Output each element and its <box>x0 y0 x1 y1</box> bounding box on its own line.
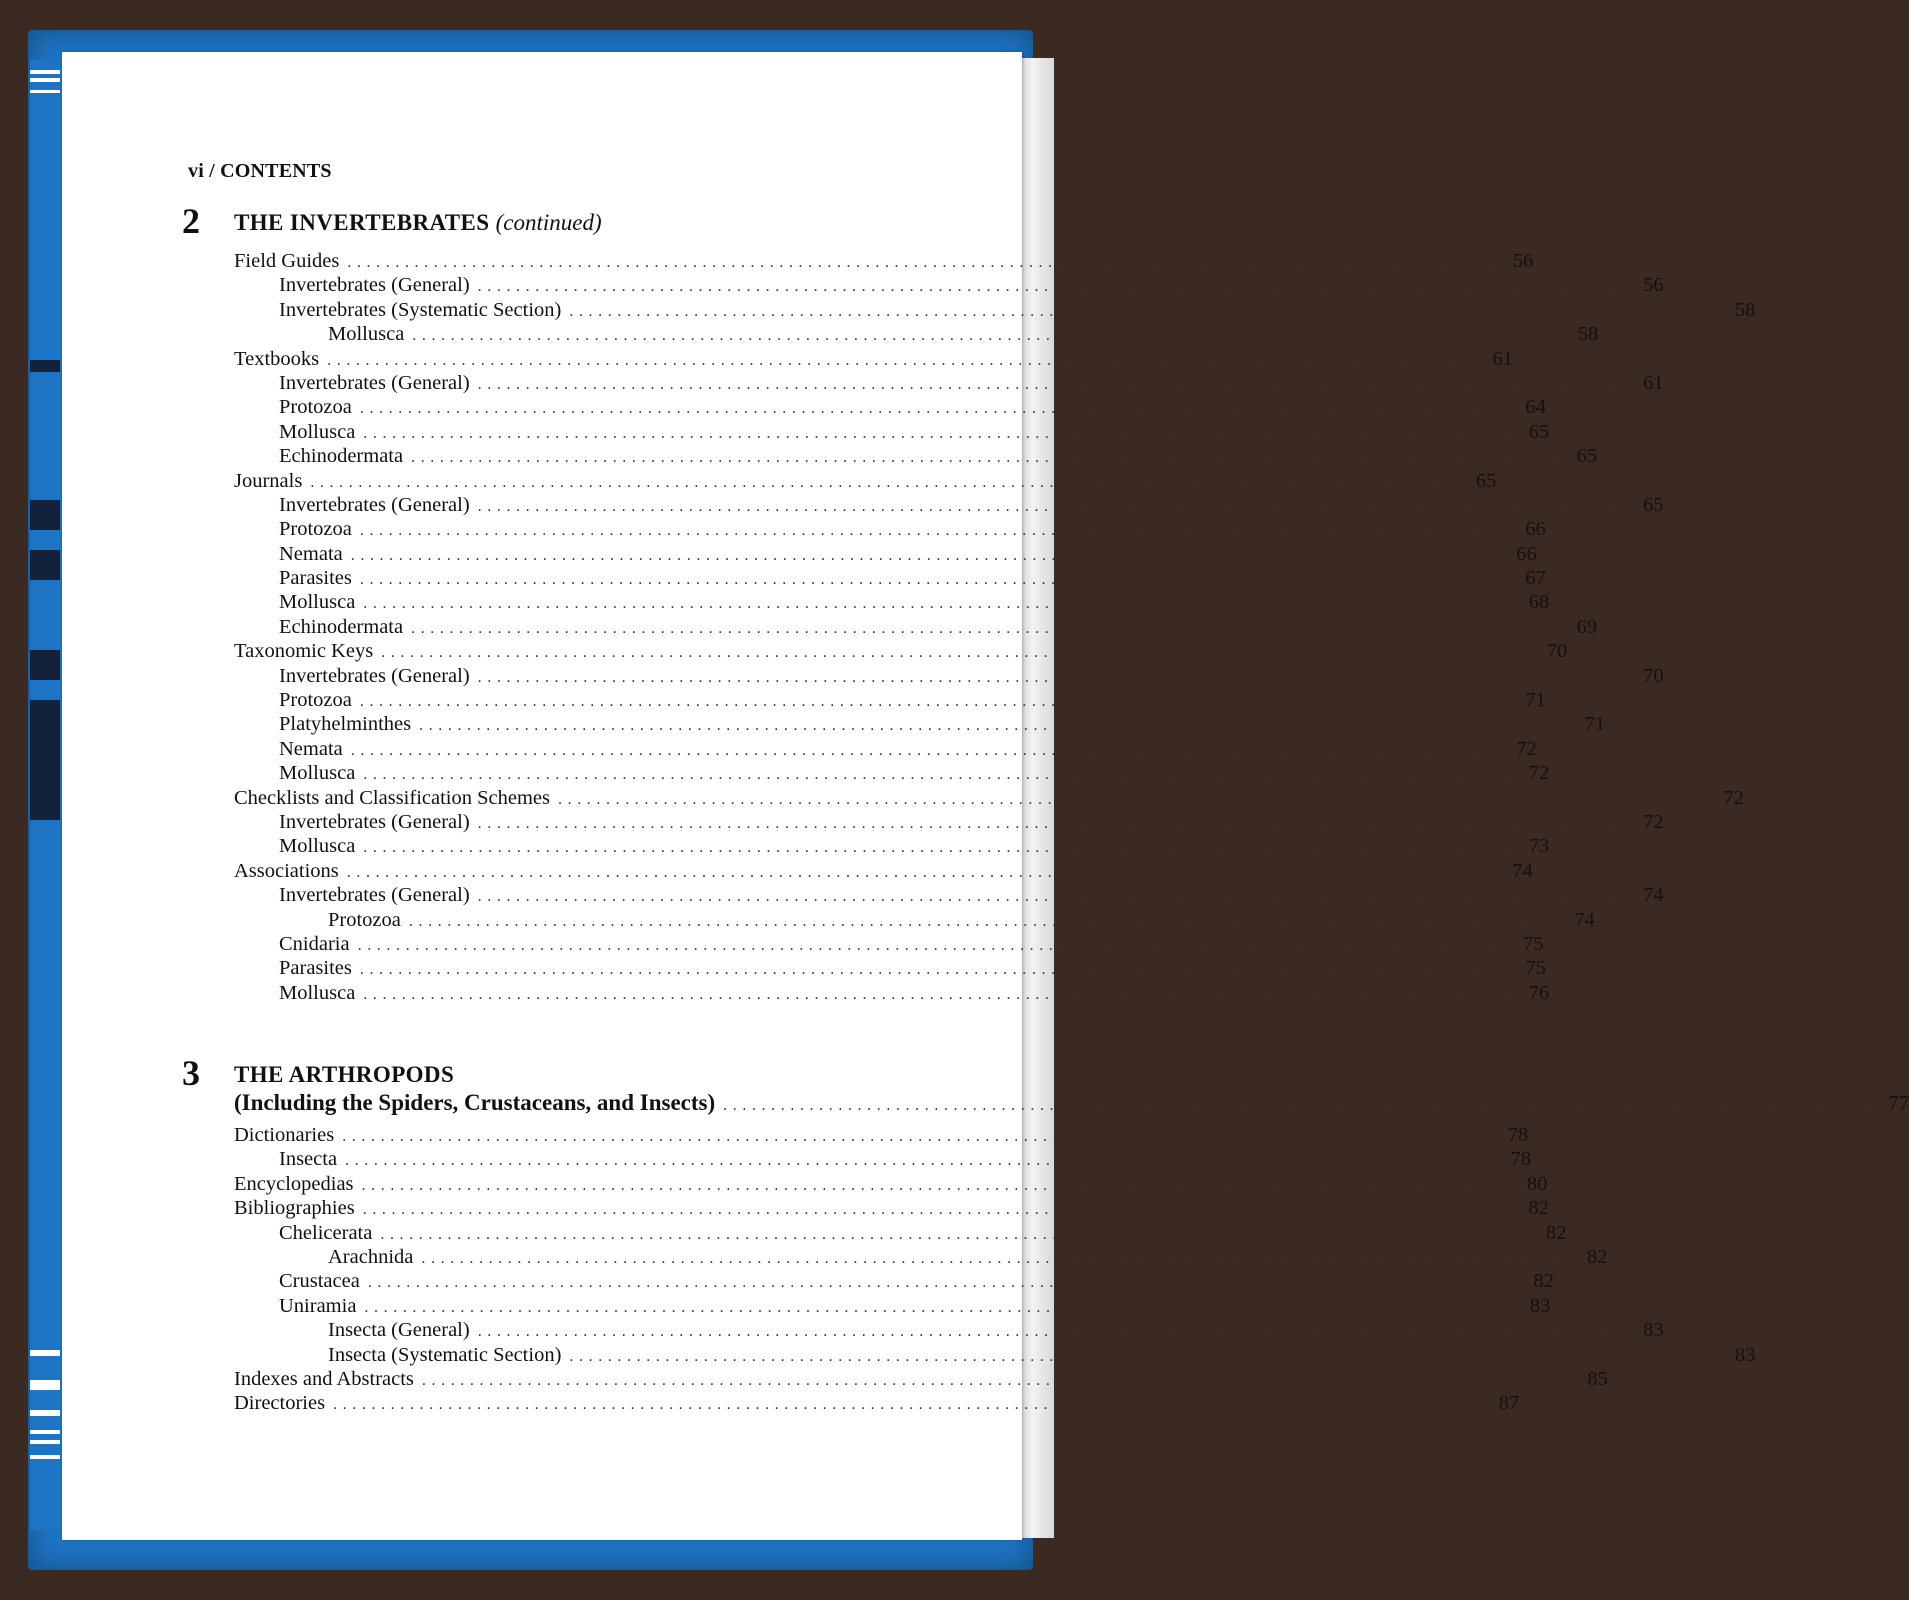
entry-label: Protozoa <box>279 518 352 541</box>
entry-page-number: 80 <box>1527 1172 1548 1195</box>
entry-label: Journals <box>234 469 303 492</box>
entry-page-number: 66 <box>1525 518 1546 541</box>
entry-label: Mollusca <box>328 323 405 346</box>
entry-page-number: 65 <box>1643 493 1664 516</box>
dot-leader: ........................................................................................................................ <box>381 644 1534 662</box>
dot-leader: ........................................................................................................................ <box>367 1274 1520 1292</box>
chapter-title-text: THE ARTHROPODS <box>234 1062 455 1087</box>
entry-page-number: 73 <box>1528 835 1550 858</box>
dot-leader: ........................................................................................................................ <box>477 1323 1630 1341</box>
dot-leader: ........................................................................................................................ <box>477 278 1630 296</box>
entry-page-number: 65 <box>1475 469 1497 492</box>
entry-page-number: 56 <box>1512 250 1534 272</box>
toc-entry <box>234 493 1664 518</box>
toc-entry <box>234 396 1546 420</box>
dot-leader: ........................................................................................................................ <box>364 1298 1517 1316</box>
dot-leader: ........................................................................................................................ <box>342 1128 1495 1145</box>
entry-page-number: 82 <box>1545 1221 1567 1244</box>
dot-leader: ........................................................................................................................ <box>363 839 1516 857</box>
dot-leader: ........................................................................................................................ <box>477 814 1630 832</box>
entry-page-number: 56 <box>1643 274 1664 297</box>
dot-leader: ........................................................................................................................ <box>359 571 1512 589</box>
toc-entry <box>234 542 1537 567</box>
toc-entry <box>234 713 1606 737</box>
entry-label: Directories <box>234 1392 326 1415</box>
dot-leader: ........................................................................................................................ <box>411 449 1564 467</box>
toc-entry <box>234 762 1550 786</box>
entry-label: Echinodermata <box>279 615 404 638</box>
dot-leader: ........................................................................................................................ <box>346 863 1499 881</box>
dot-leader: ........................................................................................................................ <box>477 668 1630 686</box>
dot-leader: ........................................................................................................................ <box>421 1249 1574 1267</box>
toc-entry <box>234 1148 1532 1172</box>
entry-page-number: 66 <box>1516 542 1537 565</box>
entry-label: Invertebrates (General) <box>279 664 470 687</box>
toc-entry <box>234 250 1534 274</box>
chapter-title-suffix: (continued) <box>495 210 602 235</box>
entry-page-number: 72 <box>1516 737 1537 760</box>
entry-page-number: 85 <box>1587 1367 1608 1390</box>
toc-entry <box>234 1245 1608 1270</box>
entry-page-number: 76 <box>1528 981 1550 1004</box>
running-head: vi / CONTENTS <box>188 160 332 182</box>
entry-page-number: 64 <box>1525 396 1546 419</box>
entry-page-number: 61 <box>1643 371 1664 394</box>
dot-leader: ........................................................................................................................ <box>477 888 1630 906</box>
chapter-subtitle-block <box>234 1090 1909 1120</box>
entry-label: Mollusca <box>279 835 356 858</box>
toc-entry <box>234 835 1550 859</box>
entry-label: Associations <box>234 859 339 882</box>
entry-label: Field Guides <box>234 250 340 272</box>
entry-label: Dictionaries <box>234 1124 335 1146</box>
toc-entry <box>234 567 1546 591</box>
toc-entry <box>234 810 1664 835</box>
book-spine-edge <box>30 60 60 1530</box>
dot-leader: ........................................................................................................................ <box>359 961 1512 979</box>
entry-page-number: 58 <box>1577 323 1599 346</box>
entry-page-number: 70 <box>1643 664 1664 687</box>
toc-entry <box>234 1294 1551 1319</box>
toc-entry <box>234 1124 1529 1148</box>
entry-page-number: 78 <box>1507 1124 1529 1146</box>
toc-entry <box>234 615 1598 640</box>
toc-entry <box>234 1319 1664 1343</box>
entry-label: Insecta (General) <box>328 1319 470 1342</box>
book-page <box>62 52 1909 1540</box>
dot-leader: ........................................................................................................................ <box>477 497 1630 515</box>
toc-entry <box>234 420 1550 445</box>
dot-leader: ........................................................................................................................ <box>408 912 1561 930</box>
entry-label: Taxonomic Keys <box>234 640 374 663</box>
entry-page-number: 82 <box>1528 1197 1549 1220</box>
dot-leader: ........................................................................................................................ <box>569 1347 1722 1365</box>
entry-page-number: 71 <box>1584 713 1606 736</box>
entry-label: Invertebrates (General) <box>279 274 470 297</box>
entry-label: Parasites <box>279 957 352 980</box>
dot-leader: ........................................................................................................................ <box>363 595 1516 613</box>
entry-page-number: 83 <box>1643 1319 1664 1342</box>
entry-page-number: 71 <box>1525 689 1546 712</box>
entry-label: Indexes and Abstracts <box>234 1367 414 1390</box>
entry-label: Invertebrates (General) <box>279 810 470 833</box>
entry-page-number: 83 <box>1734 1343 1756 1366</box>
entry-page-number: 72 <box>1723 786 1744 809</box>
dot-leader: ........................................................................................................................ <box>333 1396 1486 1414</box>
toc-entry <box>234 737 1537 762</box>
dot-leader: ........................................................................................................................ <box>350 546 1503 564</box>
entry-page-number: 67 <box>1525 567 1546 590</box>
entry-page-number: 78 <box>1510 1148 1532 1171</box>
entry-label: Invertebrates (Systematic Section) <box>279 298 562 321</box>
entry-page-number: 58 <box>1734 298 1756 321</box>
entry-page-number: 82 <box>1586 1245 1608 1268</box>
entry-page-number: 68 <box>1528 591 1550 614</box>
entry-page-number: 74 <box>1574 908 1595 931</box>
entry-page-number: 75 <box>1523 932 1544 955</box>
entry-label: Echinodermata <box>279 445 404 468</box>
entry-label: Insecta (Systematic Section) <box>328 1343 562 1366</box>
chapter-subtitle-line <box>234 1090 1909 1120</box>
dot-leader: ........................................................................................................................ <box>363 766 1516 784</box>
entry-page-number: 74 <box>1643 884 1664 907</box>
dot-leader: ........................................................................................................................ <box>310 473 1463 491</box>
toc-entry <box>234 298 1756 323</box>
toc-entry <box>234 518 1546 542</box>
dot-leader: ........................................................................................................................ <box>347 254 1500 271</box>
entry-label: Mollusca <box>279 591 356 614</box>
dot-leader: ........................................................................................................................ <box>363 985 1516 1003</box>
toc-entry <box>234 323 1599 347</box>
toc-entry <box>234 981 1550 1006</box>
toc-entry <box>234 469 1497 494</box>
toc-entries <box>234 250 1756 1006</box>
dot-leader: ........................................................................................................................ <box>421 1371 1574 1389</box>
dot-leader: ........................................................................................................................ <box>361 1176 1514 1194</box>
dot-leader: ........................................................................................................................ <box>345 1152 1498 1170</box>
toc-entry <box>234 1367 1608 1392</box>
toc-entry <box>234 371 1664 396</box>
entry-label: Mollusca <box>279 420 356 443</box>
entry-page-number: 82 <box>1533 1270 1554 1293</box>
dot-leader: ........................................................................................................................ <box>363 424 1516 442</box>
chapter-title <box>234 210 602 236</box>
entry-label: Nemata <box>279 737 343 760</box>
entry-label: Chelicerata <box>279 1221 373 1244</box>
entry-label: Cnidaria <box>279 932 350 955</box>
toc-entry <box>234 640 1568 664</box>
toc-entry <box>234 1392 1520 1416</box>
entry-label: Mollusca <box>279 981 356 1004</box>
entry-label: Bibliographies <box>234 1197 355 1220</box>
entry-page-number: 65 <box>1528 420 1550 443</box>
entry-label: Parasites <box>279 567 352 590</box>
toc-entry <box>234 347 1514 372</box>
dot-leader: ........................................................................................................................ <box>411 619 1564 637</box>
dot-leader: ........................................................................................................................ <box>357 936 1510 954</box>
dot-leader: ........................................................................................................................ <box>327 351 1480 369</box>
toc-entry <box>234 1197 1549 1221</box>
entry-page-number: 72 <box>1528 762 1550 785</box>
entry-label: Insecta <box>279 1148 338 1171</box>
entry-page-number: 74 <box>1512 859 1533 882</box>
dot-leader: ........................................................................................................................ <box>419 717 1572 735</box>
entry-label: Protozoa <box>279 689 352 712</box>
entry-label: Invertebrates (General) <box>279 884 470 907</box>
entry-page-number: 69 <box>1576 615 1598 638</box>
dot-leader: ........................................................................................................................ <box>723 1097 1876 1114</box>
dot-leader: ........................................................................................................................ <box>477 375 1630 393</box>
entry-page-number: 61 <box>1492 347 1514 370</box>
chapter-number: 3 <box>182 1053 200 1093</box>
toc-entry <box>234 786 1744 811</box>
toc-entry <box>234 957 1546 981</box>
dot-leader: ........................................................................................................................ <box>350 741 1503 759</box>
dot-leader: ........................................................................................................................ <box>359 693 1512 711</box>
entry-page-number: 70 <box>1546 640 1568 663</box>
chapter-title-text: THE INVERTEBRATES <box>234 210 490 235</box>
entry-label: Invertebrates (General) <box>279 371 470 394</box>
entry-label: Invertebrates (General) <box>279 493 470 516</box>
dot-leader: ........................................................................................................................ <box>558 790 1710 808</box>
entry-label: Platyhelminthes <box>279 713 412 736</box>
entry-label: Checklists and Classification Schemes <box>234 786 550 809</box>
dot-leader: ........................................................................................................................ <box>380 1225 1533 1243</box>
entry-label: Protozoa <box>328 908 401 931</box>
toc-entry <box>234 1343 1756 1368</box>
toc-entry <box>234 689 1546 713</box>
entry-label: Protozoa <box>279 396 352 419</box>
chapter-subtitle: (Including the Spiders, Crustaceans, and Insects) <box>234 1090 716 1115</box>
contents-page <box>62 52 1909 1540</box>
entry-page-number: 75 <box>1525 957 1546 980</box>
toc-entry <box>234 932 1544 957</box>
toc-entries <box>234 1124 1756 1417</box>
dot-leader: ........................................................................................................................ <box>569 302 1722 320</box>
dot-leader: ........................................................................................................................ <box>359 522 1512 540</box>
entry-page-number: 87 <box>1498 1392 1520 1415</box>
dot-leader: ........................................................................................................................ <box>359 400 1512 418</box>
entry-page-number: 72 <box>1643 810 1664 833</box>
toc-entry <box>234 859 1533 884</box>
chapter-title <box>234 1062 454 1088</box>
toc-entry <box>234 884 1664 908</box>
toc-entry <box>234 908 1595 933</box>
entry-label: Mollusca <box>279 762 356 785</box>
entry-page-number: 65 <box>1576 445 1598 468</box>
toc-entry <box>234 1270 1554 1294</box>
toc-entry <box>234 274 1664 298</box>
entry-label: Encyclopedias <box>234 1172 354 1195</box>
dot-leader: ........................................................................................................................ <box>412 327 1565 345</box>
entry-label: Crustacea <box>279 1270 360 1293</box>
entry-label: Uniramia <box>279 1294 357 1317</box>
toc-entry <box>234 591 1550 615</box>
entry-label: Textbooks <box>234 347 320 370</box>
chapter-number: 2 <box>182 201 200 241</box>
toc-entry <box>234 664 1664 689</box>
toc-entry <box>234 445 1598 469</box>
dot-leader: ........................................................................................................................ <box>362 1201 1515 1219</box>
entry-label: Nemata <box>279 542 343 565</box>
chapter-page-number: 77 <box>1888 1091 1909 1115</box>
toc-entry <box>234 1221 1567 1246</box>
entry-label: Arachnida <box>328 1245 414 1268</box>
toc-entry <box>234 1172 1548 1197</box>
entry-page-number: 83 <box>1529 1294 1551 1317</box>
